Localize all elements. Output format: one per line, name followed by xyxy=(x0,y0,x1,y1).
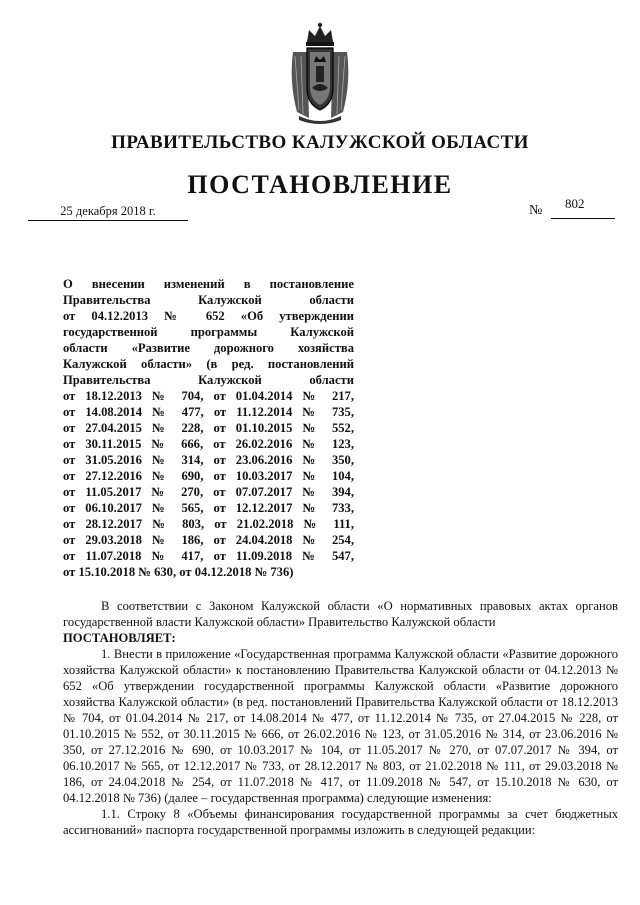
document-date: 25 декабря 2018 г. xyxy=(28,204,188,221)
subject-line: от 27.12.2016 № 690, от 10.03.2017 № 104, xyxy=(63,469,354,483)
subject-line: от 30.11.2015 № 666, от 26.02.2016 № 123, xyxy=(63,437,354,451)
subject-line: от 11.05.2017 № 270, от 07.07.2017 № 394, xyxy=(63,485,354,499)
subject-line: Правительства Калужской области xyxy=(63,373,354,387)
subject-line: от 18.12.2013 № 704, от 01.04.2014 № 217, xyxy=(63,389,354,403)
document-subject xyxy=(63,276,354,580)
document-number xyxy=(529,196,619,218)
subject-line: от 14.08.2014 № 477, от 11.12.2014 № 735, xyxy=(63,405,354,419)
coat-of-arms-icon xyxy=(285,22,355,126)
subject-line: от 04.12.2013 № 652 «Об утверждении xyxy=(63,309,354,323)
subject-line: от 29.03.2018 № 186, от 24.04.2018 № 254, xyxy=(63,533,354,547)
subject-line: от 11.07.2018 № 417, от 11.09.2018 № 547, xyxy=(63,549,354,563)
number-underline xyxy=(551,218,615,219)
subject-line: от 27.04.2015 № 228, от 01.10.2015 № 552, xyxy=(63,421,354,435)
document-body xyxy=(63,598,618,838)
subject-line: О внесении изменений в постановление xyxy=(63,277,354,291)
decree-word: ПОСТАНОВЛЯЕТ: xyxy=(63,631,176,645)
document-type: ПОСТАНОВЛЕНИЕ xyxy=(187,170,453,199)
subject-line: от 28.12.2017 № 803, от 21.02.2018 № 111, xyxy=(63,517,354,531)
subject-line: от 15.10.2018 № 630, от 04.12.2018 № 736) xyxy=(63,565,294,579)
number-sign: № xyxy=(529,203,543,218)
subject-line: государственной программы Калужской xyxy=(63,325,354,339)
item-1-paragraph: 1. Внести в приложение «Государственная программа Калужской области «Развитие дорожного хозяйства Калужской области» к постановлению Правительства Калужской области от 04.12.2013 № 652 «Об утверждении государственной программы Калужской области «Развитие дорожного хозяйства Калужской области» (в ред. постановлений Правительства Калужской области от 18.12.2013 № 704, от 01.04.2014 № 217, от 14.08.2014 № 477, от 11.12.2014 № 735, от 27.04.2015 № 228, от 01.10.2015 № 552, от 30.11.2015 № 666, от 26.02.2016 № 123, от 31.05.2016 № 314, от 23.06.2016 № 350, от 27.12.2016 № 690, от 10.03.2017 № 104, от 11.05.2017 № 270, от 07.07.2017 № 394, от 06.10.2017 № 565, от 12.12.2017 № 733, от 28.12.2017 № 803, от 21.02.2018 № 111, от 29.03.2018 № 186, от 24.04.2018 № 254, от 11.07.2018 № 417, от 11.09.2018 № 547, от 15.10.2018 № 630, от 04.12.2018 № 736) (далее – государственная программа) следующие изменения: xyxy=(63,647,618,805)
subject-line: области «Развитие дорожного хозяйства xyxy=(63,341,354,355)
subject-line: Калужской области» (в ред. постановлений xyxy=(63,357,354,371)
subject-line: Правительства Калужской области xyxy=(63,293,354,307)
preamble-paragraph: В соответствии с Законом Калужской области «О нормативных правовых актах органов государственной власти Калужской области» Правительство Калужской области xyxy=(63,599,618,629)
subject-line: от 31.05.2016 № 314, от 23.06.2016 № 350, xyxy=(63,453,354,467)
subject-line: от 06.10.2017 № 565, от 12.12.2017 № 733, xyxy=(63,501,354,515)
item-1-1-paragraph: 1.1. Строку 8 «Объемы финансирования государственной программы за счет бюджетных ассигнований» паспорта государственной программы изложить в следующей редакции: xyxy=(63,807,618,837)
number-value: 802 xyxy=(565,196,585,211)
government-title: ПРАВИТЕЛЬСТВО КАЛУЖСКОЙ ОБЛАСТИ xyxy=(111,132,529,153)
